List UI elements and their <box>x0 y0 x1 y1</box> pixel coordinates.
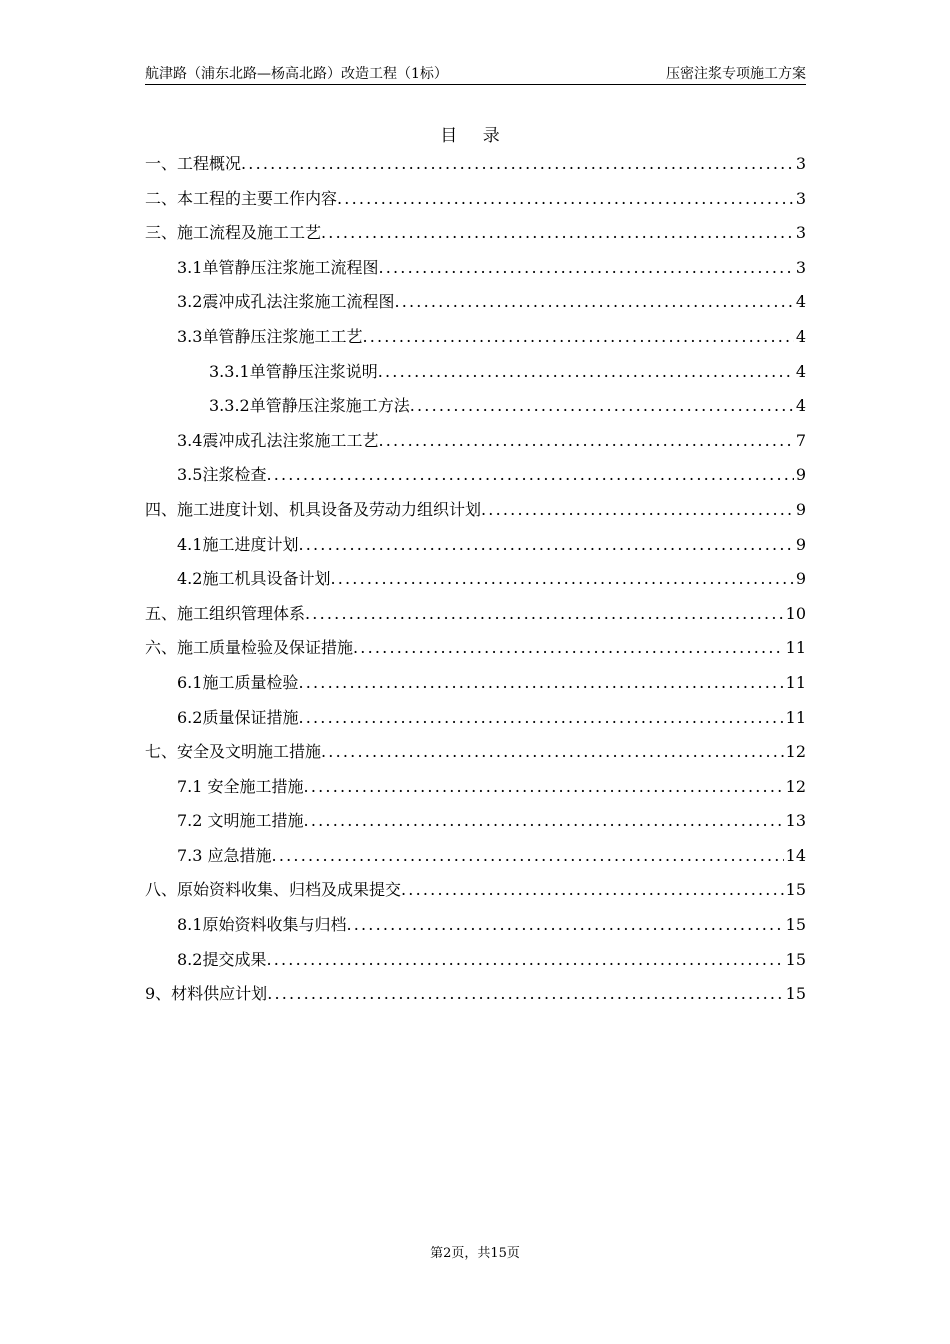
toc-dot-leader <box>267 977 783 1012</box>
toc-entry-text: 6.1施工质量检验 <box>177 672 299 692</box>
toc-entry[interactable] <box>145 666 806 701</box>
toc-entry-page-number: 9 <box>795 465 806 485</box>
header-project-title: 航津路（浦东北路—杨高北路）改造工程（1标） <box>145 66 448 82</box>
toc-entry[interactable] <box>145 908 806 943</box>
toc-dot-leader <box>272 839 784 874</box>
toc-entry-page-number: 15 <box>785 949 806 969</box>
toc-entry-text: 二、本工程的主要工作内容 <box>145 188 338 208</box>
toc-dot-leader <box>321 735 784 770</box>
toc-entry-text: 8.1原始资料收集与归档 <box>177 915 347 935</box>
toc-entry-page-number: 9 <box>795 569 806 589</box>
toc-entry[interactable] <box>145 355 806 390</box>
toc-entry-page-number: 9 <box>795 499 806 519</box>
toc-dot-leader <box>394 285 793 320</box>
toc-dot-leader <box>305 597 784 632</box>
toc-entry-page-number: 15 <box>785 984 806 1004</box>
toc-entry-text: 7.1 安全施工措施 <box>177 776 304 796</box>
toc-entry-text: 一、工程概况 <box>145 154 242 173</box>
toc-dot-leader <box>266 458 793 493</box>
toc-entry[interactable] <box>145 839 806 874</box>
page-header <box>145 64 806 85</box>
toc-entry[interactable] <box>145 735 806 770</box>
toc-dot-leader <box>298 528 793 563</box>
toc-entry-text: 3.4震冲成孔法注浆施工工艺 <box>177 430 379 450</box>
toc-entry[interactable] <box>145 804 806 839</box>
toc-entry[interactable] <box>145 147 806 182</box>
toc-dot-leader <box>298 701 783 736</box>
toc-entry-text: 3.1单管静压注浆施工流程图 <box>177 257 379 277</box>
toc-entry-page-number: 7 <box>795 430 806 450</box>
toc-entry-page-number: 3 <box>795 154 806 173</box>
toc-entry-text: 3.3单管静压注浆施工工艺 <box>177 326 363 346</box>
toc-entry-text: 3.3.1单管静压注浆说明 <box>209 361 378 381</box>
toc-entry-text: 四、施工进度计划、机具设备及劳动力组织计划 <box>145 499 482 519</box>
toc-entry[interactable] <box>145 216 806 251</box>
toc-entry-page-number: 11 <box>785 707 806 727</box>
toc-entry-text: 4.2施工机具设备计划 <box>177 569 331 589</box>
toc-entry[interactable] <box>145 182 806 217</box>
toc-entry-text: 7.3 应急措施 <box>177 845 272 865</box>
toc-entry-page-number: 15 <box>785 915 806 935</box>
toc-entry[interactable] <box>145 320 806 355</box>
toc-entry-text: 3.2震冲成孔法注浆施工流程图 <box>177 292 395 312</box>
toc-dot-leader <box>401 873 784 908</box>
toc-entry-page-number: 4 <box>795 361 806 381</box>
toc-entry[interactable] <box>145 424 806 459</box>
toc-entry[interactable] <box>145 251 806 286</box>
toc-entry-page-number: 13 <box>785 811 806 831</box>
table-of-contents <box>145 147 806 1012</box>
toc-entry-page-number: 9 <box>795 534 806 554</box>
toc-entry[interactable] <box>145 873 806 908</box>
toc-entry-text: 7.2 文明施工措施 <box>177 811 304 831</box>
toc-entry-page-number: 14 <box>785 845 806 865</box>
toc-entry[interactable] <box>145 977 806 1012</box>
header-document-title: 压密注浆专项施工方案 <box>666 66 806 82</box>
toc-entry-text: 六、施工质量检验及保证措施 <box>145 638 354 658</box>
toc-dot-leader <box>362 320 793 355</box>
toc-entry-text: 6.2质量保证措施 <box>177 707 299 727</box>
toc-entry[interactable] <box>145 701 806 736</box>
toc-dot-leader <box>378 251 793 286</box>
toc-entry-text: 8.2提交成果 <box>177 949 267 969</box>
toc-entry[interactable] <box>145 458 806 493</box>
toc-title: 目 录 <box>440 126 510 146</box>
toc-dot-leader <box>353 631 784 666</box>
toc-entry-text: 三、施工流程及施工工艺 <box>145 223 322 243</box>
toc-entry[interactable] <box>145 493 806 528</box>
toc-entry[interactable] <box>145 562 806 597</box>
toc-entry-text: 五、施工组织管理体系 <box>145 603 306 623</box>
toc-dot-leader <box>337 182 794 217</box>
toc-entry-text: 3.3.2单管静压注浆施工方法 <box>209 396 410 416</box>
toc-entry[interactable] <box>145 597 806 632</box>
toc-entry-page-number: 12 <box>785 742 806 762</box>
toc-entry-page-number: 4 <box>795 292 806 312</box>
toc-dot-leader <box>266 943 783 978</box>
toc-entry-page-number: 15 <box>785 880 806 900</box>
toc-entry[interactable] <box>145 943 806 978</box>
toc-dot-leader <box>330 562 793 597</box>
toc-entry-page-number: 4 <box>795 326 806 346</box>
toc-dot-leader <box>410 389 794 424</box>
toc-entry-page-number: 4 <box>795 396 806 416</box>
toc-dot-leader <box>304 804 784 839</box>
toc-dot-leader <box>481 493 794 528</box>
toc-entry-page-number: 10 <box>785 603 806 623</box>
toc-dot-leader <box>298 666 783 701</box>
toc-entry-page-number: 3 <box>795 223 806 243</box>
toc-dot-leader <box>241 147 794 182</box>
toc-entry-text: 9、材料供应计划 <box>145 984 268 1004</box>
toc-entry[interactable] <box>145 389 806 424</box>
toc-entry-page-number: 11 <box>785 672 806 692</box>
toc-dot-leader <box>304 770 784 805</box>
page-footer: 第2页，共15页 <box>430 1246 520 1261</box>
toc-entry[interactable] <box>145 631 806 666</box>
toc-entry-text: 3.5注浆检查 <box>177 465 267 485</box>
toc-dot-leader <box>378 424 793 459</box>
toc-dot-leader <box>346 908 783 943</box>
toc-entry[interactable] <box>145 770 806 805</box>
toc-dot-leader <box>321 216 794 251</box>
toc-entry-text: 4.1施工进度计划 <box>177 534 299 554</box>
toc-entry-page-number: 3 <box>795 188 806 208</box>
toc-entry-page-number: 11 <box>785 638 806 658</box>
toc-entry-page-number: 12 <box>785 776 806 796</box>
toc-entry-page-number: 3 <box>795 257 806 277</box>
toc-entry-text: 八、原始资料收集、归档及成果提交 <box>145 880 402 900</box>
toc-entry-text: 七、安全及文明施工措施 <box>145 742 322 762</box>
toc-dot-leader <box>378 355 794 390</box>
toc-entry[interactable] <box>145 528 806 563</box>
toc-entry[interactable] <box>145 285 806 320</box>
